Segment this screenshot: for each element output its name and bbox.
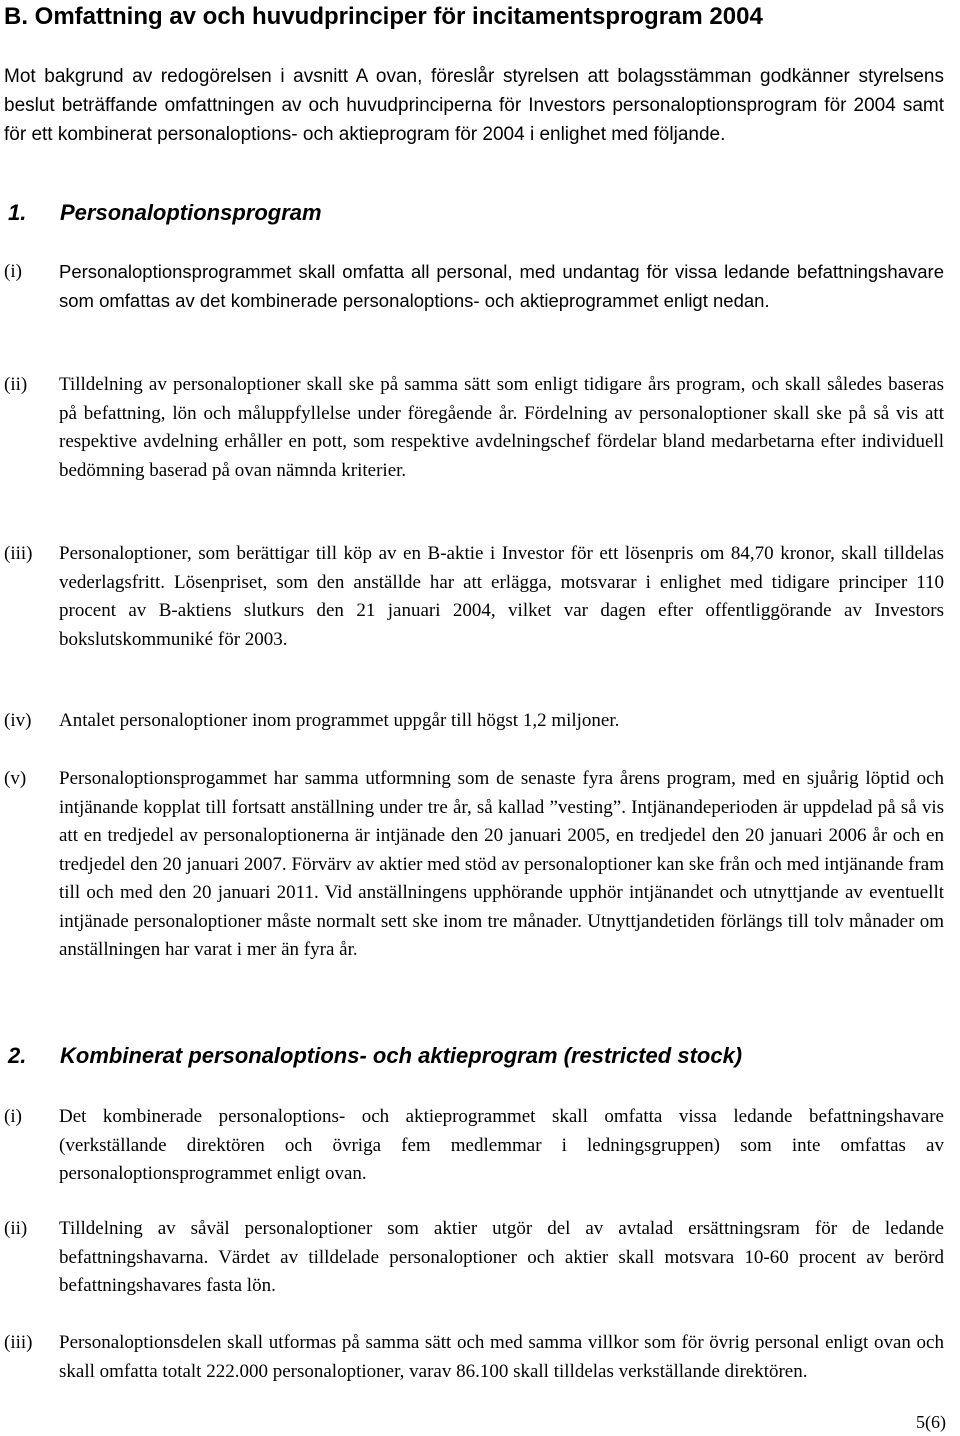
item-text: Tilldelning av personaloptioner skall ske på samma sätt som enligt tidigare års program, och skall således baseras på befattning, lön och måluppfyllelse under föregående år. Fördelning av personaloptioner skall ske på så vis att respektive avdelning erhåller en pott, som respektive avdelningschef fördelar bland medarbetarna efter individuell bedömning baserad på ovan nämnda kriterier. xyxy=(59,374,944,481)
page-number: 5(6) xyxy=(916,1412,946,1432)
item-text: Tilldelning av såväl personaloptioner som aktier utgör del av avtalad ersättningsram för de ledande befattningshavarna. Värdet av tilldelade personaloptioner och aktier skall motsvara 10-60 procent av berörd befattningshavares fasta lön. xyxy=(59,1218,944,1296)
item-text: Det kombinerade personaloptions- och aktieprogrammet skall omfatta vissa ledande befattningshavare (verkställande direktören och övriga fem medlemmar i ledningsgruppen) som inte omfattas av personaloptionsprogrammet enligt ovan. xyxy=(59,1106,944,1184)
document-title: B. Omfattning av och huvudprinciper för incitamentsprogram 2004 xyxy=(4,3,763,30)
intro-paragraph: Mot bakgrund av redogörelsen i avsnitt A ovan, föreslår styrelsen att bolagsstämman godkänner styrelsens beslut beträffande omfattningen av och huvudprinciperna för Investors personaloptionsprogram för 2004 samt för ett kombinerat personaloptions- och aktieprogram för 2004 i enlighet med följande. xyxy=(4,66,944,145)
item-marker: (v) xyxy=(4,768,27,789)
item-text: Personaloptionsprogrammet skall omfatta all personal, med undantag för vissa ledande befattningshavare som omfattas av det kombinerade personaloptions- och aktieprogrammet enligt nedan. xyxy=(59,261,944,311)
item-text: Personaloptioner, som berättigar till köp av en B-aktie i Investor för ett lösenpris om 84,70 kronor, skall tilldelas vederlagsfritt. Lösenpriset, som den anställde har att erlägga, motsvarar i enlighet med tidigare principer 110 procent av B-aktiens slutkurs den 21 januari 2004, vilket var dagen efter offentliggörande av Investors bokslutskommuniké för 2003. xyxy=(59,543,944,650)
item-text: Personaloptionsprogammet har samma utformning som de senaste fyra årens program, med en sjuårig löptid och intjänande kopplat till fortsatt anställning under tre år, så kallad ”vesting”. Intjänandeperioden är uppdelad på så vis att en tredjedel av personaloptionerna är intjänade den 20 januari 2005, en tredjedel den 20 januari 2006 år och en tredjedel den 20 januari 2007. Förvärv av aktier med stöd av personaloptioner kan ske från och med intjänande fram till och med den 20 januari 2011. Vid anställningens upphörande upphör intjänandet och utnyttjande av eventuellt intjänade personaloptioner måste normalt sett ske inom tre månader. Utnyttjandetiden förlängs till tolv månader om anställningen har varat i mer än fyra år. xyxy=(59,768,944,960)
item-marker: (iii) xyxy=(4,1332,33,1353)
item-marker: (ii) xyxy=(4,374,28,395)
section-title: Personaloptionsprogram xyxy=(60,200,322,225)
item-marker: (ii) xyxy=(4,1218,28,1239)
item-marker: (iii) xyxy=(4,543,33,564)
item-text: Antalet personaloptioner inom programmet uppgår till högst 1,2 miljoner. xyxy=(59,710,620,731)
section-2-heading xyxy=(8,1042,742,1070)
item-marker: (i) xyxy=(4,1106,22,1127)
section-1-heading xyxy=(8,199,322,227)
section-number: 2. xyxy=(8,1043,27,1068)
item-marker: (i) xyxy=(4,261,22,282)
section-number: 1. xyxy=(8,200,27,225)
section-title: Kombinerat personaloptions- och aktieprogram (restricted stock) xyxy=(60,1043,743,1068)
item-text: Personaloptionsdelen skall utformas på samma sätt och med samma villkor som för övrig personal enligt ovan och skall omfatta totalt 222.000 personaloptioner, varav 86.100 skall tilldelas verkställande direktören. xyxy=(59,1332,944,1382)
item-marker: (iv) xyxy=(4,710,32,731)
